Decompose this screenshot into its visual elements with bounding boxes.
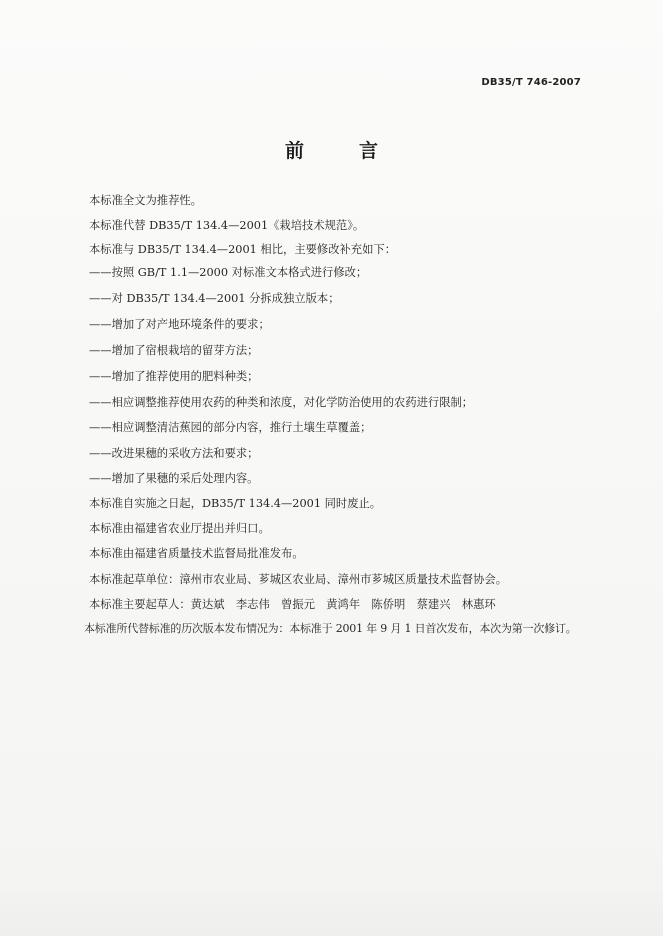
text-line: 本标准由福建省质量技术监督局批准发布。 — [89, 547, 304, 560]
page-title: 前 言 — [284, 140, 396, 162]
text-line: 本标准自实施之日起，DB35/T 134.4—2001 同时废止。 — [89, 497, 382, 510]
list-item: ——增加了果穗的采后处理内容。 — [89, 472, 259, 485]
text-line: 本标准所代替标准的历次版本发布情况为：本标准于 2001 年 9 月 1 日首次发布，本次为第一次修订。 — [84, 622, 577, 635]
text-line: 本标准由福建省农业厅提出并归口。 — [89, 522, 270, 535]
list-item: ——改进果穗的采收方法和要求； — [89, 447, 259, 460]
list-item: ——相应调整推荐使用农药的种类和浓度，对化学防治使用的农药进行限制； — [89, 396, 474, 409]
list-item: ——增加了对产地环境条件的要求； — [89, 318, 270, 331]
text-line: 本标准代替 DB35/T 134.4—2001《栽培技术规范》。 — [89, 219, 365, 232]
list-item: ——增加了宿根栽培的留芽方法； — [89, 344, 259, 357]
document-code: DB35/T 746-2007 — [481, 77, 581, 88]
text-line: 本标准主要起草人：黄达斌 李志伟 曾振元 黄鸿年 陈侨明 蔡建兴 林惠环 — [89, 598, 496, 611]
scan-shadow — [0, 876, 663, 936]
list-item: ——相应调整清洁蕉园的部分内容，推行土壤生草覆盖； — [89, 421, 372, 434]
list-item: ——对 DB35/T 134.4—2001 分拆成独立版本； — [89, 292, 340, 305]
list-item: ——增加了推荐使用的肥料种类； — [89, 370, 259, 383]
text-line: 本标准起草单位：漳州市农业局、芗城区农业局、漳州市芗城区质量技术监督协会。 — [89, 573, 507, 586]
text-line: 本标准全文为推荐性。 — [89, 194, 202, 207]
text-line: 本标准与 DB35/T 134.4—2001 相比，主要修改补充如下： — [89, 243, 396, 256]
list-item: ——按照 GB/T 1.1—2000 对标准文本格式进行修改； — [89, 266, 368, 279]
